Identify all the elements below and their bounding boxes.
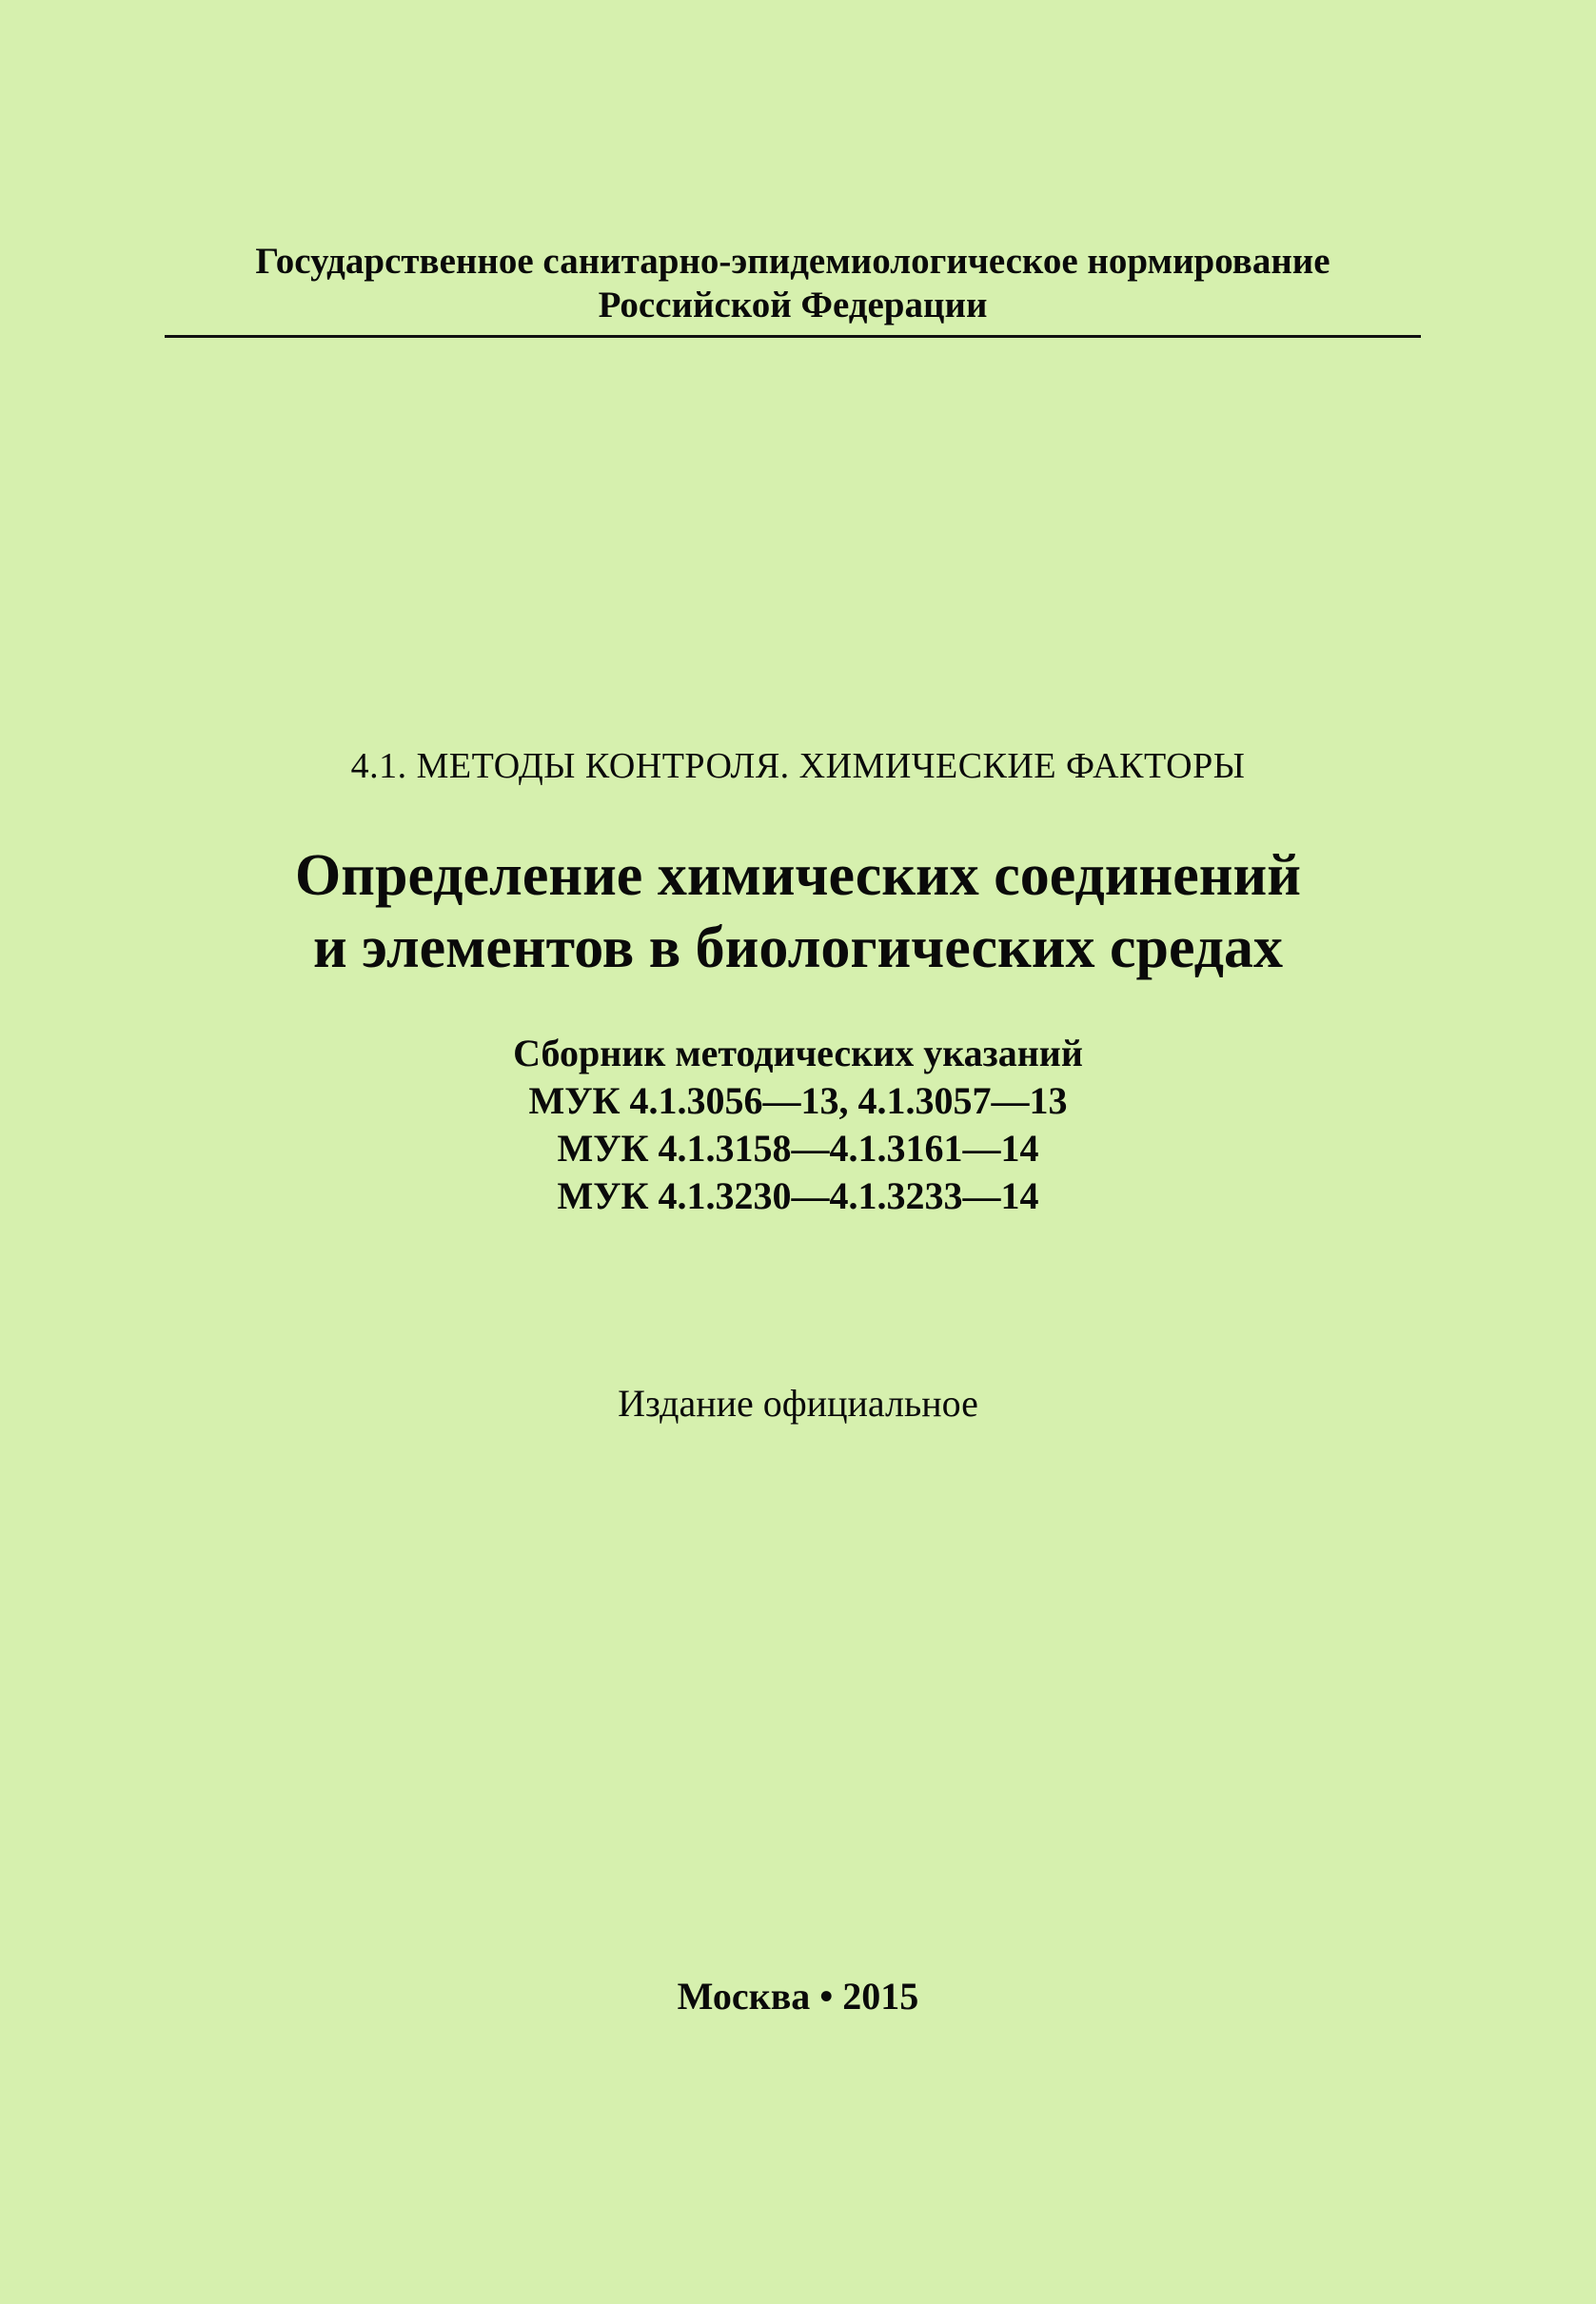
issuer-header: [165, 240, 1421, 327]
header-divider: [165, 335, 1421, 338]
subtitle-line-3: МУК 4.1.3158—4.1.3161—14: [557, 1127, 1039, 1170]
document-title: [0, 839, 1596, 984]
imprint: Москва • 2015: [677, 1975, 919, 2018]
edition-note: Издание официальное: [618, 1382, 978, 1425]
title-line-1: Определение химических соединений: [295, 843, 1301, 908]
issuer-line-1: Государственное санитарно-эпидемиологическое нормирование: [255, 241, 1330, 282]
document-subtitle: [0, 1030, 1596, 1220]
subtitle-line-1: Сборник методических указаний: [513, 1032, 1083, 1074]
subtitle-line-2: МУК 4.1.3056—13, 4.1.3057—13: [528, 1079, 1068, 1122]
issuer-line-2: Российской Федерации: [598, 285, 988, 325]
subtitle-line-4: МУК 4.1.3230—4.1.3233—14: [557, 1174, 1039, 1217]
series-title: 4.1. МЕТОДЫ КОНТРОЛЯ. ХИМИЧЕСКИЕ ФАКТОРЫ: [350, 746, 1246, 786]
title-line-2: и элементов в биологических средах: [312, 916, 1284, 980]
